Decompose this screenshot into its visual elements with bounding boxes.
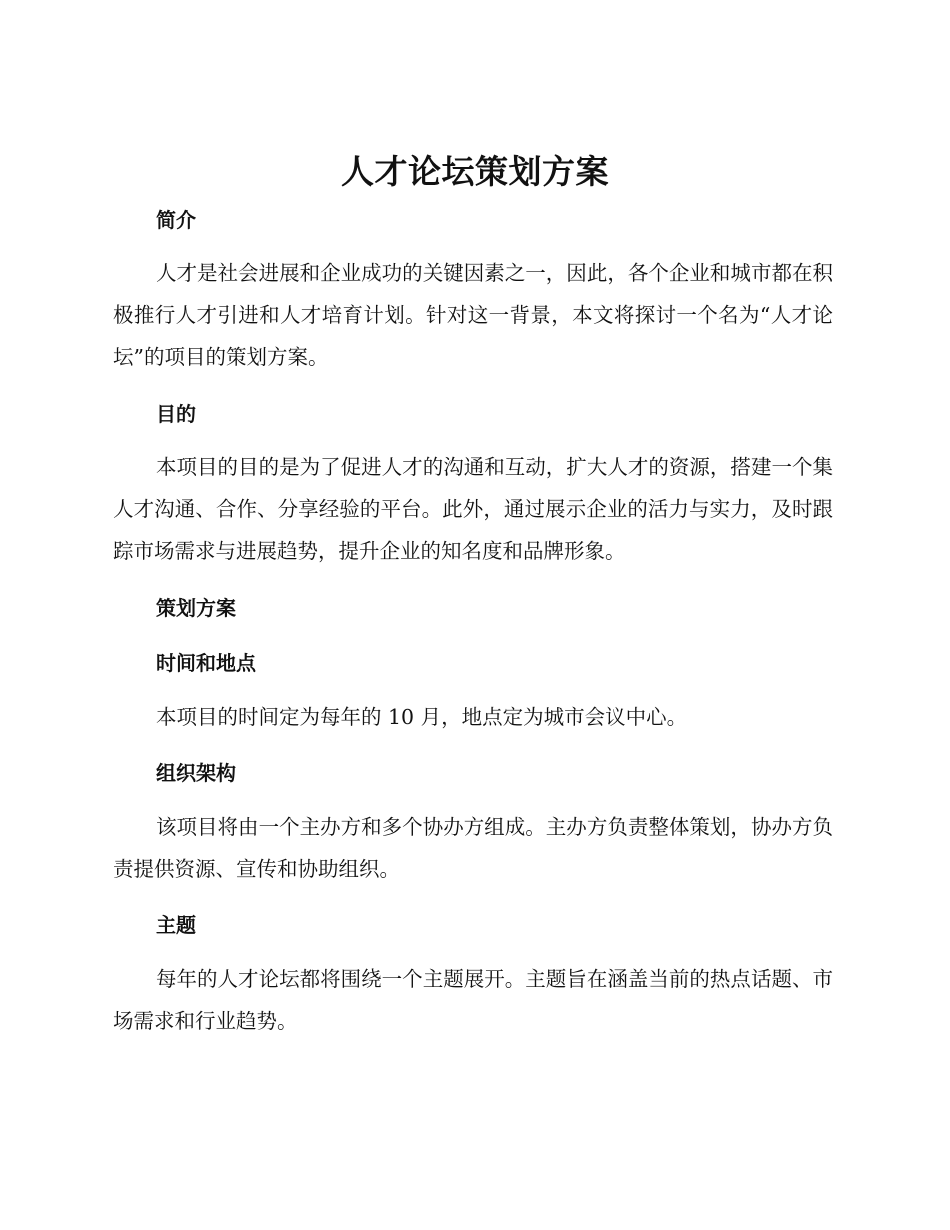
section-paragraph-organization — [113, 806, 833, 890]
paragraph-line: 在积极推行人才引进和人才培育计划。针对这一背景，本文将探讨一个名 — [113, 261, 833, 327]
section-paragraph-time-place — [113, 696, 833, 738]
section-heading-theme: 主题 — [156, 913, 196, 937]
paragraph-line: 方负责提供资源、宣传和协助组织。 — [113, 815, 833, 881]
paragraph-line: 为“人才论坛”的项目的策划方案。 — [113, 303, 833, 369]
paragraph-line: 个集人才沟通、合作、分享经验的平台。此外，通过展示企业的活力与实 — [113, 455, 833, 521]
section-heading-purpose: 目的 — [156, 402, 196, 426]
paragraph-line: 每年的人才论坛都将围绕一个主题展开。主题旨在涵盖当前的热点话 — [156, 967, 772, 991]
section-paragraph-intro — [113, 252, 833, 378]
paragraph-line: 该项目将由一个主办方和多个协办方组成。主办方负责整体策划，协办 — [156, 815, 792, 839]
section-heading-intro: 简介 — [156, 208, 196, 232]
section-paragraph-purpose — [113, 446, 833, 572]
section-heading-organization: 组织架构 — [156, 761, 236, 785]
paragraph-line: 力，及时跟踪市场需求与进展趋势，提升企业的知名度和品牌形象。 — [113, 497, 834, 563]
section-paragraph-theme — [113, 958, 833, 1042]
paragraph-line: 题、市场需求和行业趋势。 — [113, 967, 833, 1033]
section-heading-plan: 策划方案 — [156, 596, 236, 620]
paragraph-line: 本项目的时间定为每年的 10 月，地点定为城市会议中心。 — [156, 705, 688, 729]
document-title: 人才论坛策划方案 — [341, 152, 609, 191]
paragraph-line: 人才是社会进展和企业成功的关键因素之一，因此，各个企业和城市都 — [156, 261, 792, 285]
paragraph-line: 本项目的目的是为了促进人才的沟通和互动，扩大人才的资源，搭建一 — [156, 455, 792, 479]
section-heading-time-place: 时间和地点 — [156, 651, 256, 675]
